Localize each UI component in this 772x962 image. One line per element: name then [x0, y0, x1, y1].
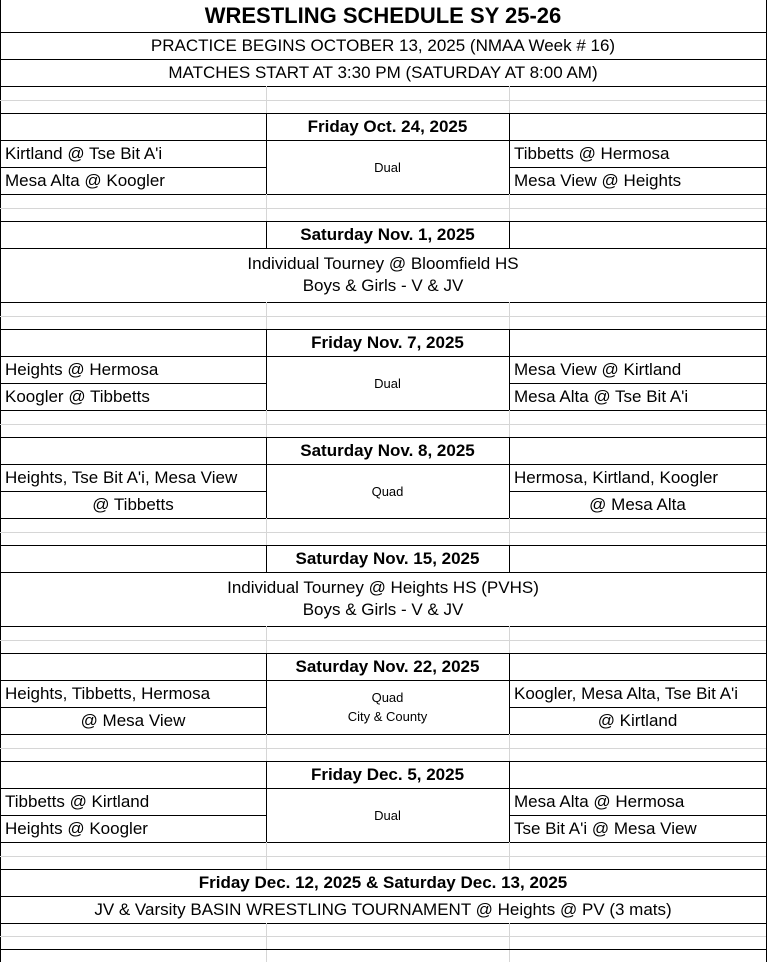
matchup-cell: Hermosa, Kirtland, Koogler — [514, 467, 719, 487]
grid-vline — [509, 545, 510, 572]
grid-vline — [266, 437, 267, 464]
matchup-cell: Mesa Alta @ Hermosa — [514, 791, 685, 811]
grid-hline — [0, 410, 766, 411]
event-date: Saturday Nov. 15, 2025 — [295, 548, 480, 568]
tourney-line: Individual Tourney @ Heights HS (PVHS) — [227, 578, 539, 597]
grid-vline — [266, 221, 267, 248]
grid-vline — [509, 923, 510, 962]
grid-hline — [0, 734, 766, 735]
grid-vline — [509, 518, 510, 545]
tourney-line: Boys & Girls - V & JV — [302, 276, 464, 295]
grid-hline — [0, 140, 766, 141]
grid-hline — [0, 532, 766, 533]
grid-hline — [0, 923, 766, 924]
grid-hline — [0, 208, 766, 209]
grid-hline — [0, 748, 766, 749]
host-cell: @ Tibbetts — [92, 494, 174, 514]
grid-hline — [509, 167, 766, 168]
matchup-cell: Heights @ Hermosa — [5, 359, 159, 379]
grid-vline — [266, 86, 267, 113]
grid-vline — [509, 734, 510, 761]
grid-vline — [509, 113, 510, 140]
grid-vline — [266, 194, 267, 221]
grid-vline — [509, 653, 510, 680]
tourney-line: Boys & Girls - V & JV — [302, 600, 464, 619]
grid-vline — [509, 86, 510, 113]
grid-hline — [509, 707, 766, 708]
matchup-cell: Tibbetts @ Hermosa — [514, 143, 670, 163]
grid-hline — [0, 167, 266, 168]
host-cell: @ Mesa View — [80, 710, 186, 730]
grid-vline — [509, 329, 510, 356]
grid-hline — [0, 424, 766, 425]
meet-type — [266, 680, 509, 734]
practice-start-note: PRACTICE BEGINS OCTOBER 13, 2025 (NMAA Week # 16) — [150, 35, 616, 55]
event-date: Friday Nov. 7, 2025 — [311, 332, 464, 352]
grid-hline — [0, 100, 766, 101]
grid-hline — [0, 113, 766, 114]
grid-vline — [266, 761, 267, 788]
grid-hline — [509, 815, 766, 816]
grid-vline — [509, 302, 510, 329]
grid-hline — [0, 545, 766, 546]
grid-vline — [266, 140, 267, 194]
matchup-cell: Heights, Tibbetts, Hermosa — [5, 683, 211, 703]
meet-subtype-label: City & County — [347, 709, 428, 724]
grid-hline — [0, 856, 766, 857]
event-date: Saturday Nov. 8, 2025 — [300, 440, 475, 460]
meet-type — [266, 788, 509, 842]
grid-hline — [0, 707, 266, 708]
basin-tournament: JV & Varsity BASIN WRESTLING TOURNAMENT @ Heights @ PV (3 mats) — [94, 899, 672, 919]
grid-hline — [0, 626, 766, 627]
meet-type-label: Quad — [371, 483, 404, 499]
grid-vline — [266, 653, 267, 680]
grid-hline — [0, 248, 766, 249]
grid-hline — [0, 59, 766, 60]
grid-hline — [0, 896, 766, 897]
grid-hline — [0, 680, 766, 681]
grid-vline — [266, 464, 267, 518]
grid-vline — [509, 626, 510, 653]
meet-type-label: Quad — [371, 690, 404, 705]
schedule-title: WRESTLING SCHEDULE SY 25-26 — [204, 3, 562, 28]
grid-vline — [266, 680, 267, 734]
tourney-details — [0, 572, 766, 626]
grid-vline — [509, 761, 510, 788]
grid-hline — [0, 518, 766, 519]
grid-hline — [0, 949, 766, 950]
grid-hline — [0, 356, 766, 357]
grid-vline — [766, 0, 767, 962]
matchup-cell: Tse Bit A'i @ Mesa View — [514, 818, 697, 838]
grid-hline — [509, 491, 766, 492]
matchup-cell: Mesa Alta @ Tse Bit A'i — [514, 386, 689, 406]
meet-type — [266, 356, 509, 410]
grid-vline — [266, 788, 267, 842]
grid-vline — [509, 437, 510, 464]
meet-type — [266, 140, 509, 194]
tourney-details — [0, 248, 766, 302]
grid-hline — [0, 437, 766, 438]
grid-vline — [266, 113, 267, 140]
grid-hline — [0, 572, 766, 573]
grid-hline — [0, 842, 766, 843]
grid-vline — [266, 356, 267, 410]
meet-type — [266, 464, 509, 518]
grid-hline — [0, 302, 766, 303]
matchup-cell: Koogler, Mesa Alta, Tse Bit A'i — [514, 683, 739, 703]
grid-hline — [0, 491, 266, 492]
grid-hline — [0, 464, 766, 465]
grid-vline — [509, 221, 510, 248]
grid-hline — [0, 86, 766, 87]
event-date: Saturday Nov. 22, 2025 — [295, 656, 480, 676]
grid-hline — [0, 194, 766, 195]
grid-vline — [266, 329, 267, 356]
matchup-cell: Heights, Tse Bit A'i, Mesa View — [5, 467, 238, 487]
grid-hline — [0, 383, 266, 384]
grid-hline — [0, 640, 766, 641]
host-cell: @ Kirtland — [597, 710, 678, 730]
matchup-cell: Tibbetts @ Kirtland — [5, 791, 150, 811]
event-date: Friday Oct. 24, 2025 — [307, 116, 468, 136]
meet-type-label: Dual — [374, 807, 401, 823]
grid-hline — [0, 329, 766, 330]
grid-hline — [0, 316, 766, 317]
grid-vline — [0, 0, 1, 962]
grid-vline — [266, 923, 267, 962]
basin-date: Friday Dec. 12, 2025 & Saturday Dec. 13, 2025 — [198, 872, 568, 892]
grid-hline — [509, 383, 766, 384]
event-date: Saturday Nov. 1, 2025 — [300, 224, 475, 244]
grid-vline — [266, 410, 267, 437]
grid-hline — [0, 936, 766, 937]
matchup-cell: Mesa View @ Heights — [514, 170, 682, 190]
grid-vline — [266, 518, 267, 545]
matchup-cell: Kirtland @ Tse Bit A'i — [5, 143, 163, 163]
grid-hline — [0, 221, 766, 222]
grid-hline — [0, 761, 766, 762]
grid-vline — [266, 626, 267, 653]
grid-hline — [0, 653, 766, 654]
matchup-cell: Mesa View @ Kirtland — [514, 359, 682, 379]
event-date: Friday Dec. 5, 2025 — [310, 764, 465, 784]
grid-hline — [0, 815, 266, 816]
meet-type-label: Dual — [374, 159, 401, 175]
tourney-line: Individual Tourney @ Bloomfield HS — [247, 254, 519, 273]
grid-vline — [266, 545, 267, 572]
grid-vline — [266, 302, 267, 329]
host-cell: @ Mesa Alta — [589, 494, 686, 514]
matchup-cell: Mesa Alta @ Koogler — [5, 170, 165, 190]
grid-hline — [0, 788, 766, 789]
meet-type-label: Dual — [374, 375, 401, 391]
match-time-note: MATCHES START AT 3:30 PM (SATURDAY AT 8:00 AM) — [168, 62, 598, 82]
grid-vline — [509, 194, 510, 221]
grid-vline — [266, 734, 267, 761]
grid-hline — [0, 869, 766, 870]
matchup-cell: Heights @ Koogler — [5, 818, 148, 838]
grid-vline — [509, 410, 510, 437]
grid-hline — [0, 32, 766, 33]
matchup-cell: Koogler @ Tibbetts — [5, 386, 150, 406]
